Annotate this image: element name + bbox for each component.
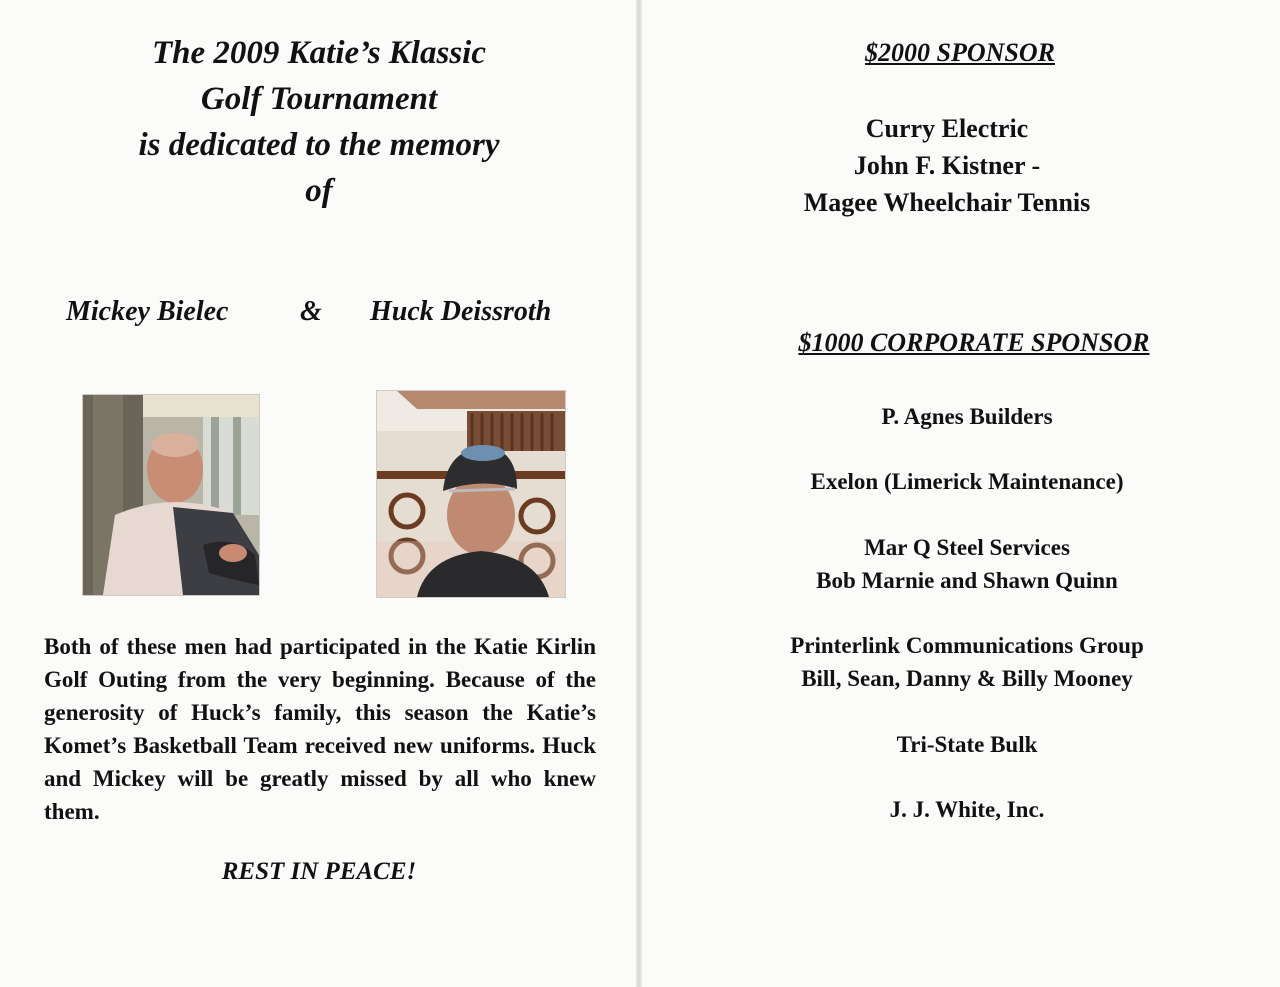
- sponsor-line: Tri-State Bulk: [896, 732, 1038, 757]
- ampersand: &: [300, 296, 322, 327]
- photo-huck-deissroth: [376, 390, 566, 598]
- rest-in-peace: REST IN PEACE!: [221, 858, 417, 885]
- title-line: Golf Tournament: [200, 81, 438, 117]
- sponsor-entry: [634, 728, 1280, 761]
- honoree-name-huck: Huck Deissroth: [370, 296, 552, 327]
- sponsor-line: Bill, Sean, Danny & Billy Mooney: [801, 666, 1133, 691]
- title-line: is dedicated to the memory: [138, 127, 500, 163]
- sponsor-line: Bob Marnie and Shawn Quinn: [816, 568, 1118, 593]
- sponsor-line: Exelon (Limerick Maintenance): [810, 469, 1124, 494]
- photo-mickey-bielec: [82, 394, 260, 596]
- heading-1000-corporate-sponsor: $1000 CORPORATE SPONSOR: [798, 328, 1150, 357]
- title-line: The 2009 Katie’s Klassic: [152, 35, 486, 71]
- heading-2000-sponsor: $2000 SPONSOR: [865, 38, 1055, 67]
- sponsor-entry: [634, 400, 1280, 433]
- sponsor-line: J. J. White, Inc.: [889, 797, 1045, 822]
- sponsor-entry: [634, 465, 1280, 498]
- sponsor-line: John F. Kistner -: [853, 151, 1041, 180]
- dedication-title: [0, 30, 638, 214]
- photo-mickey-image: [83, 395, 259, 595]
- sponsor-line: Mar Q Steel Services: [864, 535, 1070, 560]
- photo-huck-image: [377, 391, 565, 597]
- honoree-name-mickey: Mickey Bielec: [66, 296, 229, 327]
- sponsor-line: Printerlink Communications Group: [790, 633, 1144, 658]
- title-line: of: [305, 173, 333, 209]
- sponsor-line: P. Agnes Builders: [881, 404, 1053, 429]
- sponsor-entry: [634, 629, 1280, 695]
- sponsor-entry: [634, 531, 1280, 597]
- sponsor-2000-list: [614, 110, 1280, 221]
- sponsor-line: Magee Wheelchair Tennis: [803, 188, 1091, 217]
- sponsor-entry: [634, 793, 1280, 826]
- sponsor-line: Curry Electric: [865, 114, 1029, 143]
- tribute-paragraph: Both of these men had participated in the Katie Kirlin Golf Outing from the very beginning. Because of the generosity of Huck’s family, this season the Katie’s Komet’s Basketball Team received new uniforms. Huck and Mickey will be greatly missed by all who knew them.: [44, 634, 596, 824]
